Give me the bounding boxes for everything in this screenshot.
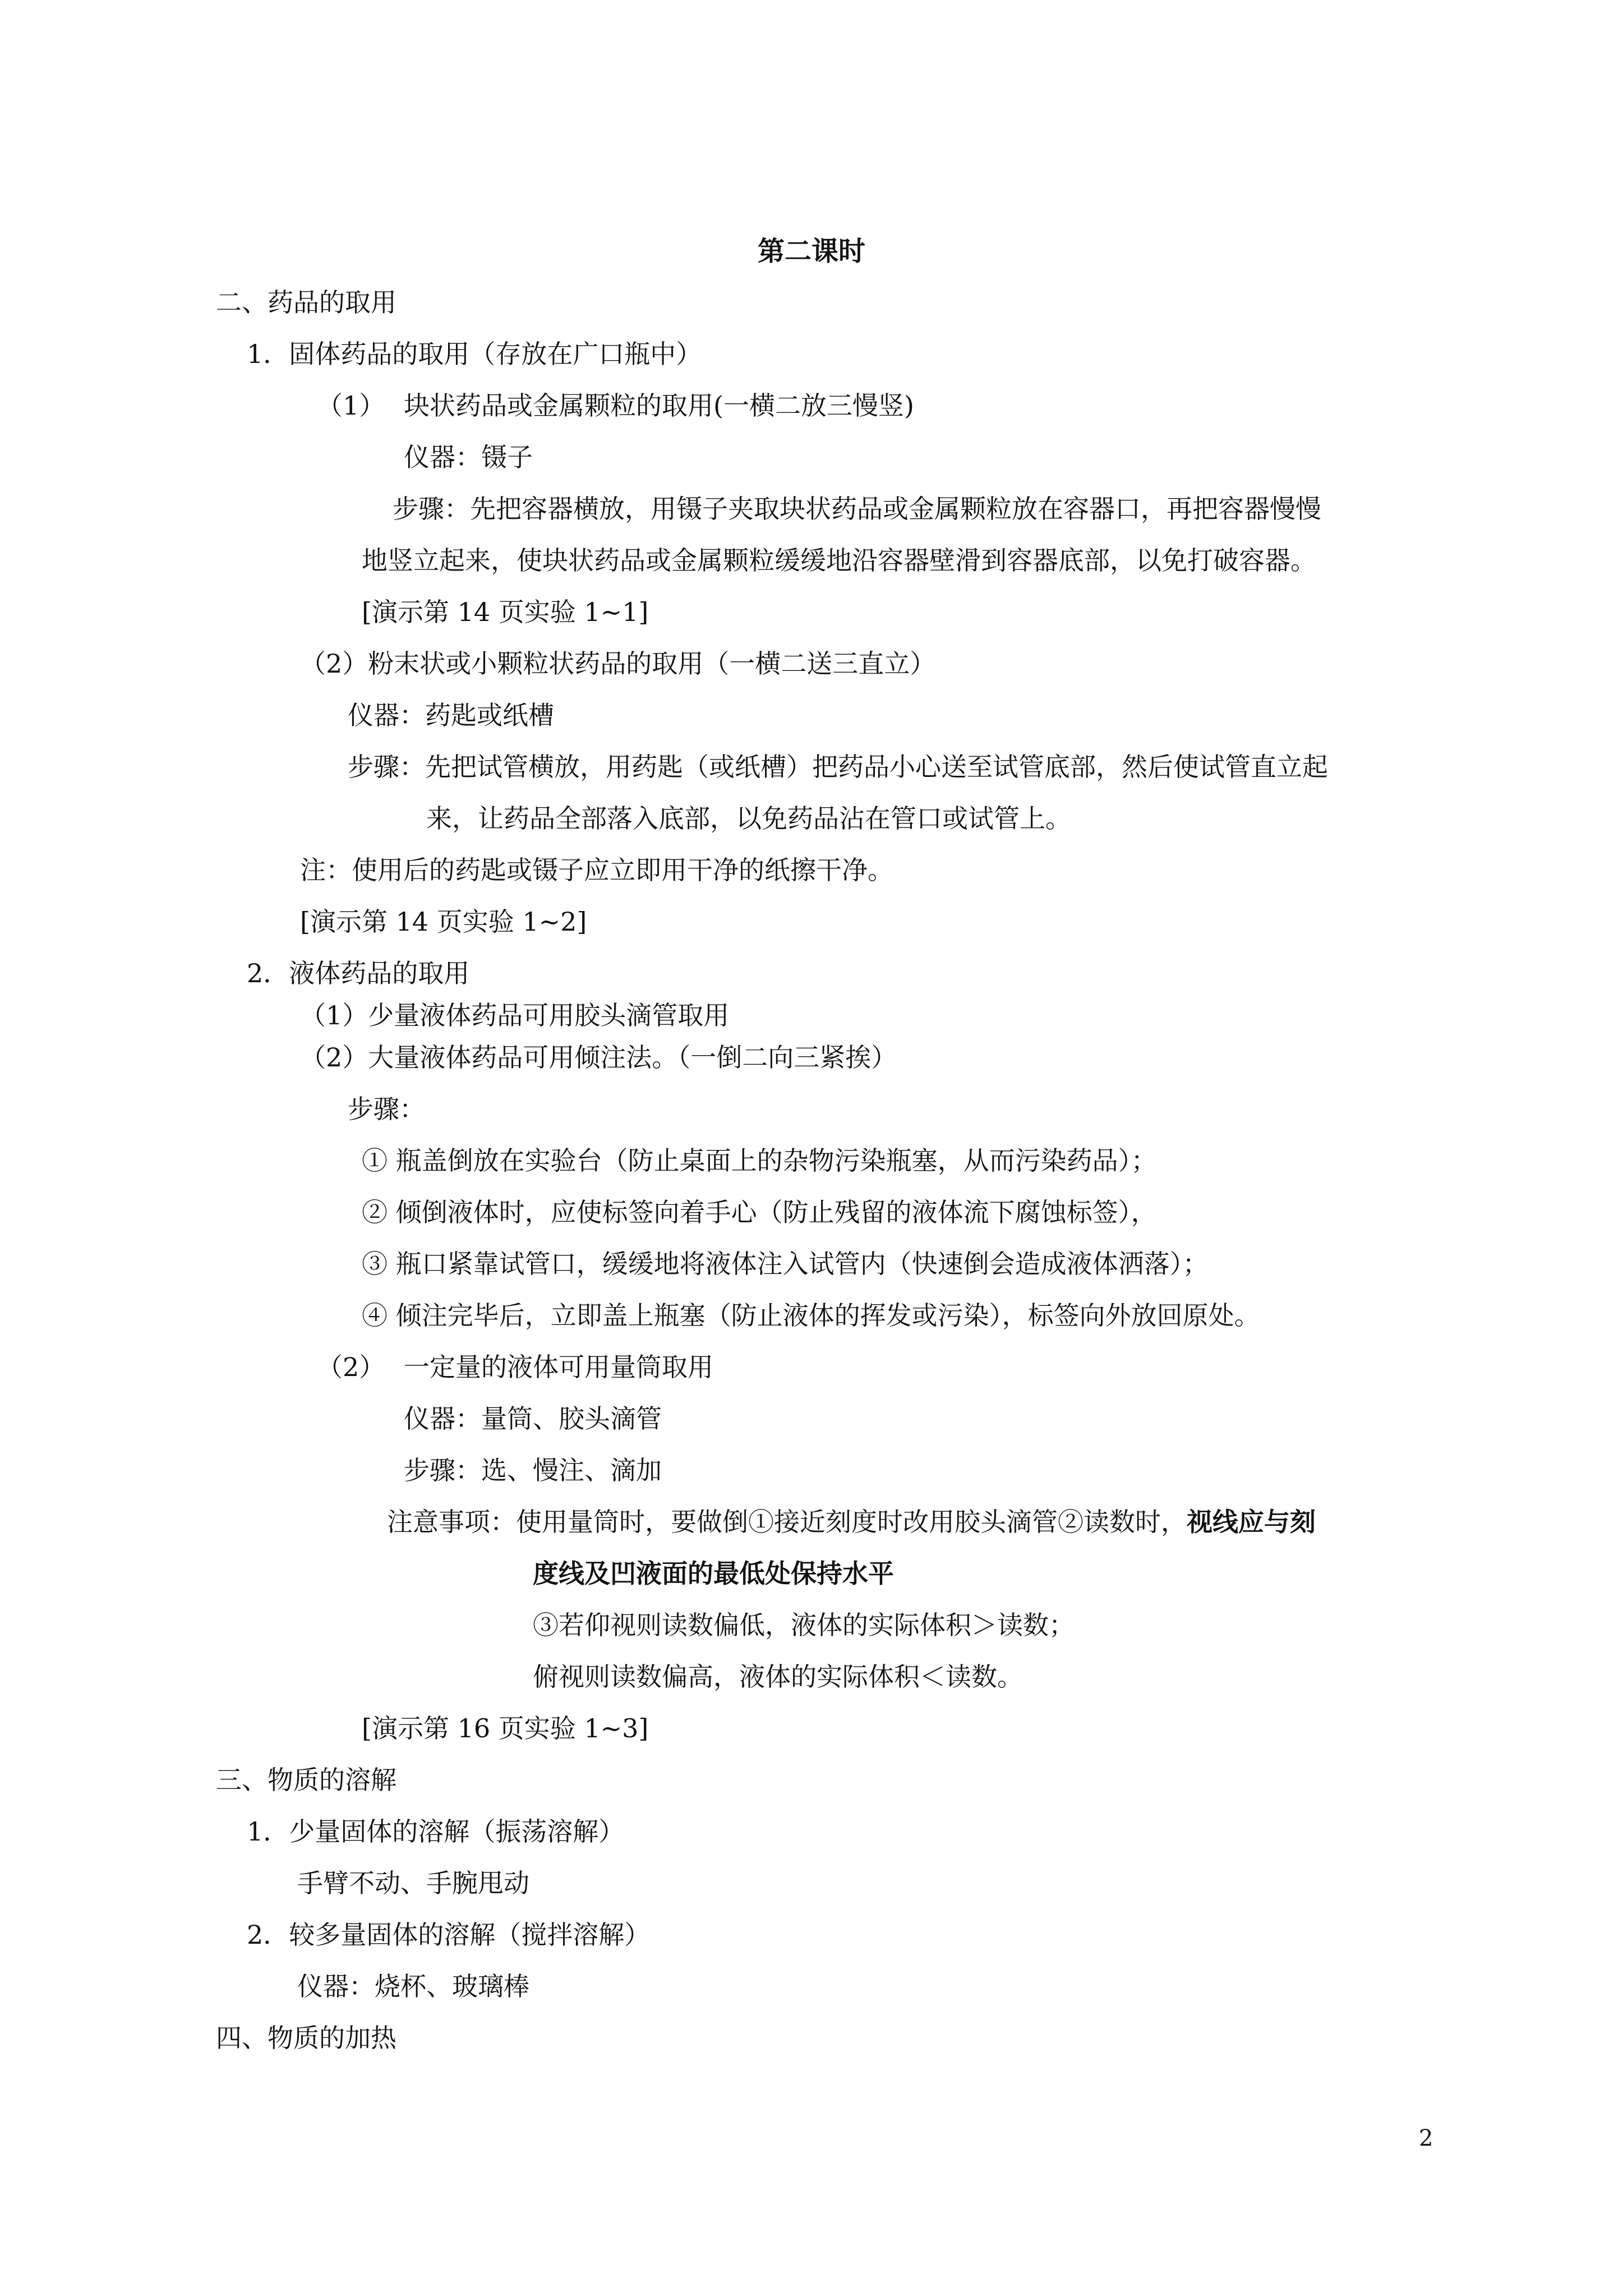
procedure-heading: 步骤： (348, 1094, 425, 1124)
description-line: 手臂不动、手腕甩动 (297, 1868, 529, 1898)
procedure-step-1: ① 瓶盖倒放在实验台（防止桌面上的杂物污染瓶塞，从而污染药品）； (362, 1145, 1157, 1176)
procedure-step-4: ④ 倾注完毕后，立即盖上瓶塞（防止液体的挥发或污染），标签向外放回原处。 (362, 1300, 1260, 1331)
item-powder-drugs: （2）粉末状或小颗粒状药品的取用（一横二送三直立） (300, 648, 936, 679)
item-block-drugs: 块状药品或金属颗粒的取用(一横二放三慢竖) (404, 390, 914, 421)
notice-looking-down: 俯视则读数偏高，液体的实际体积＜读数。 (533, 1662, 1023, 1692)
page-number: 2 (1419, 2125, 1433, 2151)
procedure-step-2: ② 倾倒液体时，应使标签向着手心（防止残留的液体流下腐蚀标签）， (362, 1197, 1157, 1227)
instrument-line: 仪器：烧杯、玻璃棒 (297, 1971, 529, 2001)
subsection-solid-drugs: 1．固体药品的取用（存放在广口瓶中） (247, 339, 702, 369)
notice-line (387, 1509, 1316, 1535)
demo-reference: [演示第 14 页实验 1~2] (300, 907, 587, 937)
procedure-line: 步骤：先把容器横放，用镊子夹取块状药品或金属颗粒放在容器口，再把容器慢慢 (393, 494, 1321, 524)
notice-emphasis: 视线应与刻 (1187, 1507, 1316, 1537)
section-heading-heating: 四、物质的加热 (216, 2023, 396, 2053)
section-heading-drug-taking: 二、药品的取用 (216, 287, 396, 318)
notice-emphasis-continued: 度线及凹液面的最低处保持水平 (533, 1558, 894, 1589)
section-heading-dissolving: 三、物质的溶解 (216, 1765, 396, 1795)
demo-reference: [演示第 14 页实验 1~1] (362, 597, 649, 627)
page-title: 第二课时 (757, 236, 865, 267)
item-small-liquid: （1）少量液体药品可用胶头滴管取用 (300, 1000, 730, 1030)
notice-text: 注意事项：使用量筒时，要做倒①接近刻度时改用胶头滴管②读数时， (387, 1507, 1187, 1537)
subsection-small-solid: 1．少量固体的溶解（振荡溶解） (247, 1816, 625, 1847)
procedure-line: 步骤：选、慢注、滴加 (404, 1455, 662, 1485)
procedure-line-continued: 地竖立起来，使块状药品或金属颗粒缓缓地沿容器壁滑到容器底部，以免打破容器。 (362, 545, 1316, 576)
instrument-line: 仪器：量筒、胶头滴管 (404, 1404, 662, 1434)
note-line: 注：使用后的药匙或镊子应立即用干净的纸擦干净。 (300, 855, 893, 885)
item-number: （2） (317, 1352, 385, 1382)
item-measured-liquid: 一定量的液体可用量筒取用 (404, 1352, 713, 1382)
item-large-liquid: （2）大量液体药品可用倾注法。（一倒二向三紧挨） (300, 1042, 897, 1073)
subsection-liquid-drugs: 2．液体药品的取用 (247, 958, 470, 988)
procedure-line-continued: 来，让药品全部落入底部，以免药品沾在管口或试管上。 (426, 803, 1071, 834)
demo-reference: [演示第 16 页实验 1~3] (362, 1713, 649, 1743)
instrument-line: 仪器：镊子 (404, 442, 533, 472)
subsection-large-solid: 2．较多量固体的溶解（搅拌溶解） (247, 1920, 651, 1950)
item-number: （1） (317, 390, 385, 421)
procedure-line: 步骤：先把试管横放，用药匙（或纸槽）把药品小心送至试管底部，然后使试管直立起 (348, 752, 1328, 782)
procedure-step-3: ③ 瓶口紧靠试管口，缓缓地将液体注入试管内（快速倒会造成液体洒落）； (362, 1249, 1209, 1279)
notice-looking-up: ③若仰视则读数偏低，液体的实际体积＞读数； (533, 1610, 1075, 1640)
instrument-line: 仪器：药匙或纸槽 (348, 700, 554, 730)
